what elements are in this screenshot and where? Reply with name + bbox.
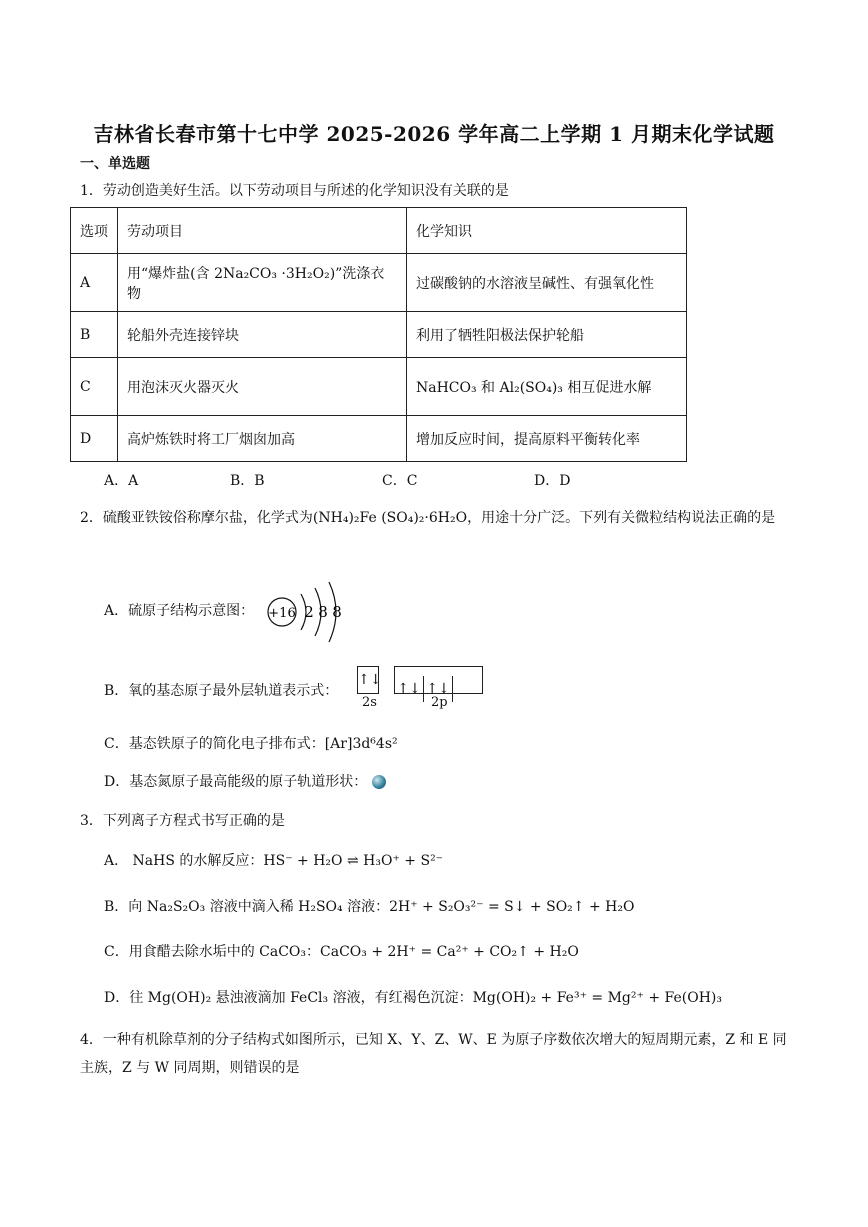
orbital-box-2p — [394, 666, 483, 697]
orbital-box-2s — [357, 666, 382, 694]
nucleus-charge: +16 — [268, 606, 296, 621]
question-2-option-c: C．基态铁原子的简化电子排布式：[Ar]3d⁶4s² — [104, 736, 398, 752]
question-3-option-c: C．用食醋去除水垢中的 CaCO₃：CaCO₃ + 2H⁺ = Ca²⁺ + CO₂↑ + H₂O — [104, 944, 579, 960]
table-header-cell: 劳动项目 — [118, 208, 407, 254]
table-row — [71, 312, 687, 358]
table-row — [71, 358, 687, 416]
orbital-2s — [357, 666, 382, 694]
table-header-cell: 化学知识 — [407, 208, 687, 254]
option-a-label: A．硫原子结构示意图： — [104, 603, 255, 619]
orbital-cell — [453, 667, 482, 693]
table-row — [71, 416, 687, 462]
sulfur-atom-diagram — [265, 578, 360, 646]
orbital-cell: ↑↓ — [358, 672, 382, 688]
choice-b: B．B — [230, 473, 265, 489]
question-3-stem: 3．下列离子方程式书写正确的是 — [80, 813, 285, 829]
question-2-option-b — [104, 680, 338, 700]
question-2-option-a — [104, 600, 254, 620]
choice-a: A．A — [104, 473, 139, 489]
orbital-label-2s: 2s — [362, 695, 377, 710]
question-3-option-d: D．往 Mg(OH)₂ 悬浊液滴加 FeCl₃ 溶液，有红褐色沉淀：Mg(OH)₂ + Fe³⁺ = Mg²⁺ + Fe(OH)₃ — [104, 990, 722, 1006]
table-header-row — [71, 208, 687, 254]
shell-electrons: 8 — [318, 603, 328, 621]
table-cell-option: D — [71, 416, 118, 462]
option-d-label: D．基态氮原子最高能级的原子轨道形状： — [104, 774, 368, 790]
orbital-cell: ↑↓ — [395, 676, 424, 702]
question-3-option-a: A． NaHS 的水解反应：HS⁻ + H₂O ⇌ H₃O⁺ + S²⁻ — [104, 853, 444, 869]
table-header-cell: 选项 — [71, 208, 118, 254]
question-1-stem: 1．劳动创造美好生活。以下劳动项目与所述的化学知识没有关联的是 — [80, 183, 509, 199]
page-title: 吉林省长春市第十七中学 2025-2026 学年高二上学期 1 月期末化学试题 — [93, 122, 775, 146]
question-2-stem: 2．硫酸亚铁铵俗称摩尔盐，化学式为(NH₄)₂Fe (SO₄)₂·6H₂O，用途十分广泛。下列有关微粒结构说法正确的是 — [80, 510, 776, 526]
section-heading: 一、单选题 — [80, 156, 150, 172]
table-cell-labor: 用“爆炸盐(含 2Na₂CO₃ ·3H₂O₂)”洗涤衣物 — [118, 254, 407, 312]
table-cell-option: B — [71, 312, 118, 358]
table-row — [71, 254, 687, 312]
shell-electrons: 8 — [332, 603, 342, 621]
question-1-table — [70, 207, 687, 462]
table-cell-knowledge: 过碳酸钠的水溶液呈碱性、有强氧化性 — [407, 254, 687, 312]
table-cell-knowledge: 增加反应时间，提高原料平衡转化率 — [407, 416, 687, 462]
choice-d: D．D — [534, 473, 571, 489]
table-cell-knowledge: 利用了牺牲阳极法保护轮船 — [407, 312, 687, 358]
s-orbital-sphere-icon — [372, 775, 386, 789]
table-cell-option: C — [71, 358, 118, 416]
option-b-label: B．氧的基态原子最外层轨道表示式： — [104, 683, 339, 699]
question-2-option-d — [104, 771, 386, 791]
orbital-cell: ↑↓ — [424, 676, 453, 702]
question-3-option-b: B．向 Na₂S₂O₃ 溶液中滴入稀 H₂SO₄ 溶液：2H⁺ + S₂O₃²⁻ = S↓ + SO₂↑ + H₂O — [104, 899, 635, 915]
shell-electrons: 2 — [304, 603, 314, 621]
orbital-label-2p: 2p — [431, 695, 448, 710]
choice-c: C．C — [382, 473, 418, 489]
table-cell-labor: 轮船外壳连接锌块 — [118, 312, 407, 358]
orbital-2p — [394, 666, 483, 697]
table-cell-option: A — [71, 254, 118, 312]
question-4-stem: 4．一种有机除草剂的分子结构式如图所示，已知 X、Y、Z、W、E 为原子序数依次增大的短周期元素，Z 和 E 同主族，Z 与 W 同周期，则错误的是 — [80, 1032, 787, 1076]
table-cell-labor: 高炉炼铁时将工厂烟囱加高 — [118, 416, 407, 462]
table-cell-labor: 用泡沫灭火器灭火 — [118, 358, 407, 416]
table-cell-knowledge: NaHCO₃ 和 Al₂(SO₄)₃ 相互促进水解 — [407, 358, 687, 416]
